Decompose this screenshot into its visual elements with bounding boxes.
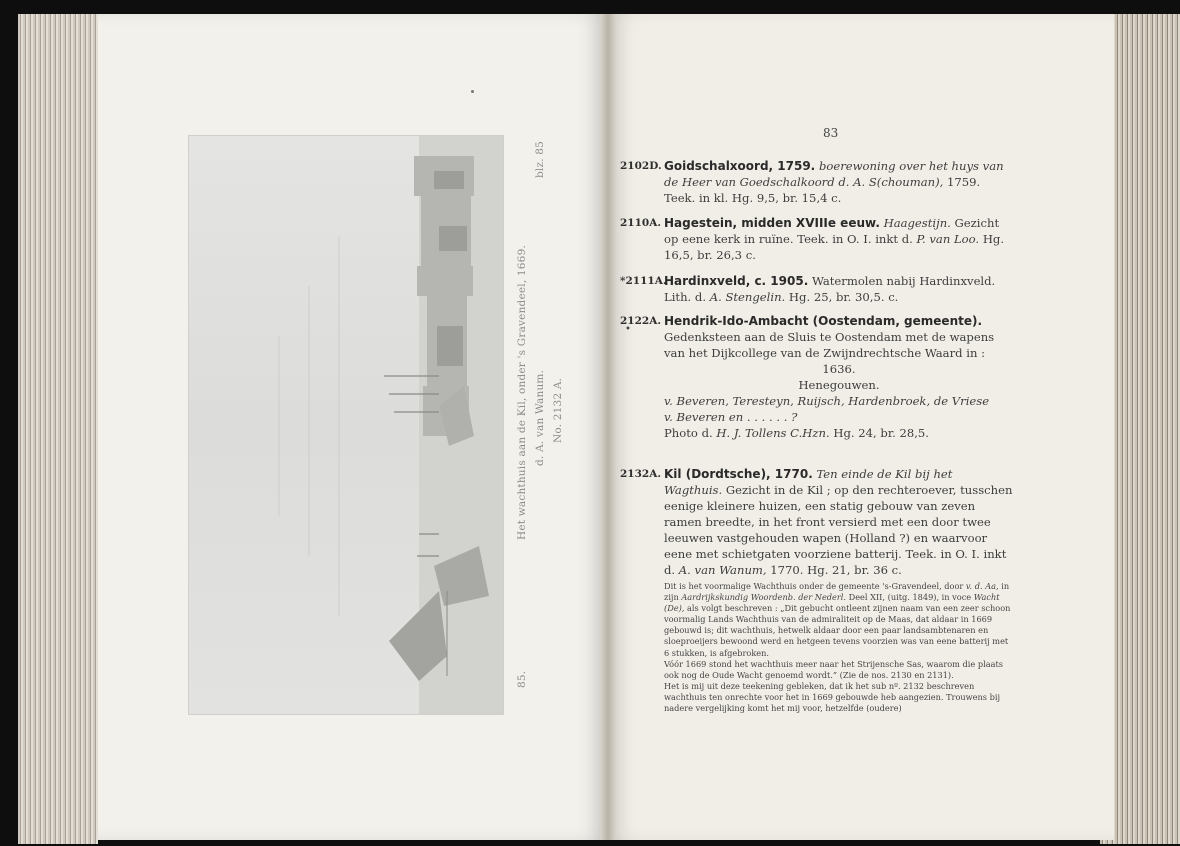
entry-heading: Goidschalxoord, 1759. <box>664 159 816 173</box>
plate-caption-title: Het wachthuis aan de Kil, onder 's Gravendeel, 1669. <box>516 245 528 540</box>
page-number: 83 <box>823 126 839 140</box>
note-text: in zijn <box>664 581 1010 603</box>
book-gutter <box>600 14 616 840</box>
catalogue-entry <box>620 273 1014 305</box>
entry-heading: Kil (Dordtsche), 1770. <box>664 467 813 481</box>
note-paragraph: Het is mij uit deze teekening gebleken, dat ik het sub nº. 2132 beschreven wachthuis ten onrechte voor het in 1669 gebouwde heb aangezien. Trouwens bij nadere vergelijking komt het mij voor, hetzelfde (oudere) <box>664 680 1000 714</box>
inscription-name: Henegouwen. <box>798 378 880 392</box>
entry-number: 2110A. <box>620 217 662 229</box>
entry-number: 2102D. <box>620 160 662 172</box>
entry-text: Gezicht op eene kerk in ruïne. Teek. in O. I. inkt d. <box>664 216 1000 246</box>
entry-number: *2111A. <box>620 275 667 287</box>
note-text: Dit is het voormalige Wachthuis onder de gemeente 's-Gravendeel, door <box>664 581 964 591</box>
note-author: v. d. Aa, <box>965 581 999 591</box>
entry-title: Ten einde de Kil bij het Wagthuis. <box>664 467 953 497</box>
entry-text: Gedenksteen aan de Sluis te Oostendam met de wapens van het Dijkcollege van de Zwijndrechtsche Waard in : <box>664 330 995 360</box>
entry-dimensions: Hg. 25, br. 30,5. c. <box>788 290 899 304</box>
entry-text: 1759. Teek. in kl. Hg. 9,5, br. 15,4 c. <box>664 175 981 205</box>
entry-text: Photo d. <box>664 426 713 440</box>
entry-note <box>664 581 1014 714</box>
catalogue-entry <box>620 313 1014 441</box>
plate-caption-artist: d. A. van Wanum. <box>534 369 546 466</box>
entry-heading: Hendrik-Ido-Ambacht (Oostendam, gemeente). <box>664 314 983 328</box>
margin-bullet: • <box>625 324 631 335</box>
entry-title: boerewoning over het huys van de Heer van Goedschalkoord d. A. S(chouman), <box>664 159 1004 189</box>
catalogue-entry <box>620 466 1014 714</box>
plate-page-number: 85. <box>516 670 528 688</box>
entry-heading: Hagestein, midden XVIIIe eeuw. <box>664 216 880 230</box>
note-source: Aardrijkskundig Woordenb. der Nederl. <box>681 592 847 603</box>
entry-heading: Hardinxveld, c. 1905. <box>664 274 809 288</box>
inscription-families-cont: v. Beveren en . . . . . . ? <box>664 410 798 424</box>
entry-number: 2122A. <box>620 315 662 327</box>
catalogue-entry <box>620 215 1014 263</box>
plate-page-ref: blz. 85 <box>534 140 546 178</box>
inscription-families: v. Beveren, Teresteyn, Ruijsch, Hardenbroek, de Vriese <box>664 394 990 408</box>
note-text: Deel XII, (uitg. 1849), in voce <box>848 592 972 603</box>
note-term: Wacht (De), <box>664 592 1000 614</box>
entry-dimensions: Hg. 24, br. 28,5. <box>833 426 929 440</box>
entry-text: Watermolen nabij Hardinxveld. Lith. d. <box>664 274 996 304</box>
entry-number: 2132A. <box>620 468 662 480</box>
catalogue-entry <box>620 158 1014 206</box>
entry-title: Haagestijn. <box>883 216 951 230</box>
entry-text: Gezicht in de Kil ; op den rechteroever, tusschen eenige kleinere huizen, een statig gebouw van zeven ramen breedte, in het front versierd met een door twee leeuwen vastgehouden wapen (Holland ?) en waarvoor eene met schietgaten voorziene batterij. Teek. in O. I. inkt d. <box>664 483 1013 577</box>
entry-artist: A. Stengelin. <box>709 290 786 304</box>
note-paragraph: Vóór 1669 stond het wachthuis meer naar het Strijensche Sas, waarom die plaats ook nog de Oude Wacht genoemd wordt.” (Zie de nos. 2130 en 2131). <box>664 658 1003 680</box>
plate-caption-number: No. 2132 A. <box>552 377 564 443</box>
page-edges-left <box>18 14 98 844</box>
inscription-year: 1636. <box>822 362 856 376</box>
page-mark <box>471 90 474 93</box>
harbour-scene-drawing <box>189 136 503 714</box>
entry-artist: A. van Wanum, <box>678 563 767 577</box>
entry-dimensions: 1770. Hg. 21, br. 36 c. <box>770 563 902 577</box>
plate-illustration <box>188 135 504 715</box>
entry-artist: H. J. Tollens C.Hzn. <box>716 426 830 440</box>
entry-artist: P. van Loo. <box>916 232 980 246</box>
entry-dimensions: Hg. 16,5, br. 26,3 c. <box>664 232 1005 262</box>
note-text: als volgt beschreven : „Dit gebucht ontleent zijnen naam van een zeer schoon voormalig Lands Wachthuis van de admiraliteit op de Maas, dat aldaar in 1669 gebouwd is; dit wachthuis, hetwelk aldaar door een paar landsambtenaren en sloeproeijers bewoond werd en hetgeen tevens voorzien was van eene batterij met 6 stukken, is afgebroken. <box>664 603 1011 658</box>
